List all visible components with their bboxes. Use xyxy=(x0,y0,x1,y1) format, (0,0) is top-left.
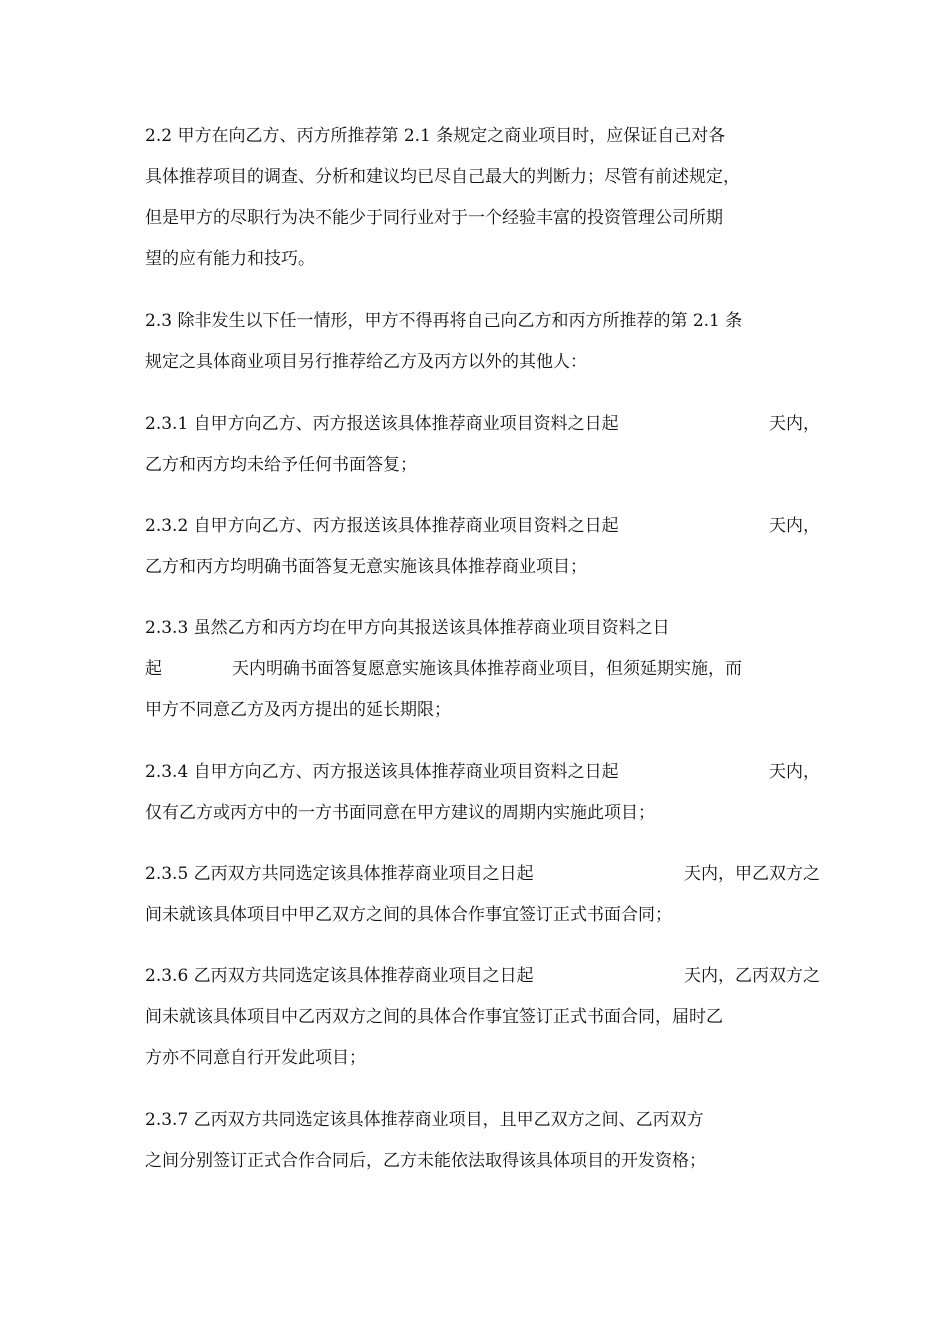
clause-2-3-3-line-3: 甲方不同意乙方及丙方提出的延长期限； xyxy=(145,700,451,720)
clause-2-3-7-line-1: 2.3.7 乙丙双方共同选定该具体推荐商业项目，且甲乙双方之间、乙丙双方 xyxy=(145,1110,704,1130)
clause-2-3-3-line-2 xyxy=(145,657,742,681)
clause-2-3-5-line-2: 间未就该具体项目中甲乙双方之间的具体合作事宜签订正式书面合同； xyxy=(145,905,672,925)
clause-2-3-line-2: 规定之具体商业项目另行推荐给乙方及丙方以外的其他人： xyxy=(145,352,587,372)
clause-2-3-2-days: 天内， xyxy=(769,516,820,536)
clause-2-3-3-qi: 起 xyxy=(145,659,162,679)
clause-2-2-line-4: 望的应有能力和技巧。 xyxy=(145,249,315,269)
clause-2-3-6-line-2: 间未就该具体项目中乙丙双方之间的具体合作事宜签订正式书面合同，届时乙 xyxy=(145,1007,723,1027)
clause-2-3-4-line-1 xyxy=(145,760,820,784)
clause-2-3-1-line-2: 乙方和丙方均未给予任何书面答复； xyxy=(145,455,417,475)
clause-2-3-6-days: 天内，乙丙双方之 xyxy=(684,966,820,986)
clause-2-2-line-1: 2.2 甲方在向乙方、丙方所推荐第 2.1 条规定之商业项目时，应保证自己对各 xyxy=(145,126,726,146)
clause-2-3-3-rest: 天内明确书面答复愿意实施该具体推荐商业项目，但须延期实施，而 xyxy=(232,659,742,679)
clause-2-3-4-line-2: 仅有乙方或丙方中的一方书面同意在甲方建议的周期内实施此项目； xyxy=(145,803,655,823)
clause-2-3-4-text: 2.3.4 自甲方向乙方、丙方报送该具体推荐商业项目资料之日起 xyxy=(145,762,619,782)
clause-2-3-2-line-1 xyxy=(145,514,820,538)
clause-2-3-2-line-2: 乙方和丙方均明确书面答复无意实施该具体推荐商业项目； xyxy=(145,557,587,577)
clause-2-3-1-days: 天内， xyxy=(769,414,820,434)
clause-2-2-line-2: 具体推荐项目的调查、分析和建议均已尽自己最大的判断力；尽管有前述规定， xyxy=(145,167,740,187)
clause-2-3-5-days: 天内，甲乙双方之 xyxy=(684,864,820,884)
clause-2-3-1-line-1 xyxy=(145,412,820,436)
clause-2-3-1-text: 2.3.1 自甲方向乙方、丙方报送该具体推荐商业项目资料之日起 xyxy=(145,414,619,434)
clause-2-3-5-text: 2.3.5 乙丙双方共同选定该具体推荐商业项目之日起 xyxy=(145,864,534,884)
clause-2-3-4-days: 天内， xyxy=(769,762,820,782)
clause-2-2-line-3: 但是甲方的尽职行为决不能少于同行业对于一个经验丰富的投资管理公司所期 xyxy=(145,208,723,228)
clause-2-3-6-line-3: 方亦不同意自行开发此项目； xyxy=(145,1048,366,1068)
clause-2-3-7-line-2: 之间分别签订正式合作合同后，乙方未能依法取得该具体项目的开发资格； xyxy=(145,1151,706,1171)
clause-2-3-5-line-1 xyxy=(145,862,820,886)
clause-2-3-2-text: 2.3.2 自甲方向乙方、丙方报送该具体推荐商业项目资料之日起 xyxy=(145,516,619,536)
clause-2-3-3-line-1: 2.3.3 虽然乙方和丙方均在甲方向其报送该具体推荐商业项目资料之日 xyxy=(145,618,670,638)
clause-2-3-6-text: 2.3.6 乙丙双方共同选定该具体推荐商业项目之日起 xyxy=(145,966,534,986)
clause-2-3-6-line-1 xyxy=(145,964,820,988)
clause-2-3-line-1: 2.3 除非发生以下任一情形，甲方不得再将自己向乙方和丙方所推荐的第 2.1 条 xyxy=(145,311,743,331)
